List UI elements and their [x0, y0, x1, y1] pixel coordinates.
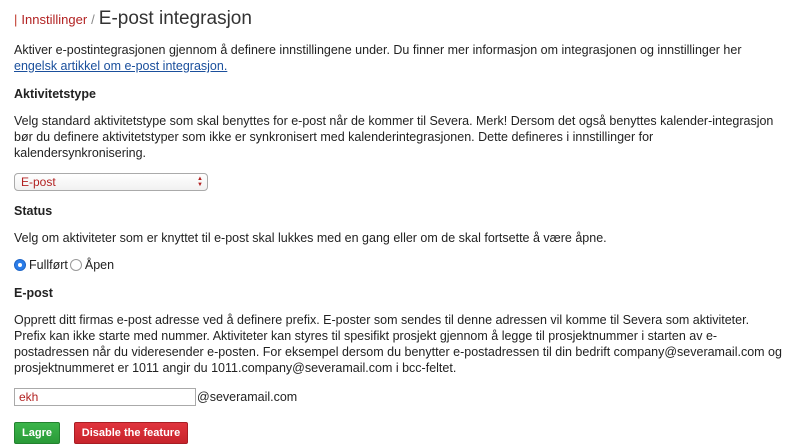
intro-text: Aktiver e-postintegrasjonen gjennom å definere innstillingene under. Du finner mer informasjon om integrasjonen og innstillinger her — [14, 43, 742, 57]
status-description: Velg om aktiviteter som er knyttet til e-post skal lukkes med en gang eller om de skal fortsette å være åpne. — [14, 231, 607, 245]
breadcrumb-divider: / — [91, 12, 95, 27]
aktivitetstype-heading: Aktivitetstype — [14, 87, 96, 101]
breadcrumb-separator: | — [14, 12, 18, 27]
activity-type-select[interactable] — [14, 173, 208, 191]
breadcrumb — [14, 8, 782, 34]
intro-paragraph — [14, 42, 782, 74]
aktivitetstype-description: Velg standard aktivitetstype som skal benyttes for e-post når de kommer til Severa. Merk! Dersom det også benyttes kalender-integrasjon bør du definere aktivitetstyper som ikke er synkronisert med kalenderintegrasjonen. Dette defineres i innstillinger for kalendersynkronisering. — [14, 114, 774, 160]
select-arrows-icon: ▲ ▼ — [197, 176, 203, 188]
email-domain-suffix: @severamail.com — [197, 390, 298, 404]
action-buttons — [14, 422, 782, 444]
disable-feature-button[interactable]: Disable the feature — [74, 422, 188, 444]
save-button[interactable]: Lagre — [14, 422, 60, 444]
status-radio-group — [14, 257, 782, 273]
email-prefix-input[interactable] — [14, 388, 196, 406]
breadcrumb-link-innstillinger[interactable]: Innstillinger — [21, 12, 88, 27]
page-title: E-post integrasjon — [98, 8, 252, 29]
radio-apen-label[interactable]: Åpen — [84, 258, 115, 272]
radio-fullfort[interactable] — [14, 259, 26, 271]
english-article-link[interactable]: engelsk artikkel om e-post integrasjon. — [14, 59, 228, 73]
epost-heading: E-post — [14, 286, 53, 300]
email-prefix-row — [14, 388, 782, 406]
radio-fullfort-label[interactable]: Fullført — [29, 258, 68, 272]
radio-apen[interactable] — [70, 259, 82, 271]
activity-type-selected-value: E-post — [21, 175, 56, 189]
status-heading: Status — [14, 204, 53, 218]
epost-description: Opprett ditt firmas e-post adresse ved å definere prefix. E-poster som sendes til denne adressen vil komme til Severa som aktiviteter. Prefix kan ikke starte med nummer. Aktiviteter kan styres til spesifikt prosjekt gjennom å legge til prosjektnummer i starten av e-postadressen når du videresender e-posten. For eksempel dersom du benytter e-postadressen til din bedrift company@severamail.com og prosjektnummeret er 1011 angir du 1011.company@severamail.com i bcc-feltet. — [14, 313, 782, 375]
